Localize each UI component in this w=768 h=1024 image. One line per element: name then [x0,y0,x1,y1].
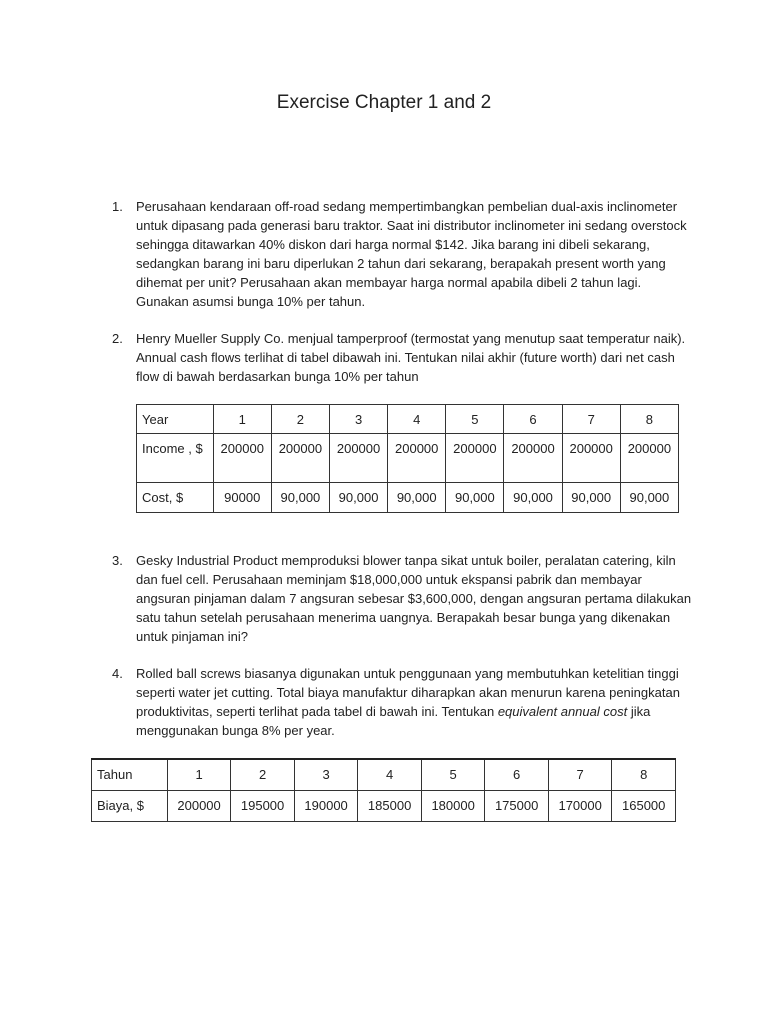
page-title: Exercise Chapter 1 and 2 [276,92,492,113]
question-1 [112,197,692,311]
year-cell: 8 [612,759,676,790]
year-cell: 5 [421,759,485,790]
table-cell: 165000 [612,790,676,821]
table-cell: 90,000 [271,483,329,513]
table-cell: 90,000 [446,483,504,513]
year-cell: 4 [388,405,446,434]
year-cell: 2 [271,405,329,434]
question-number: 3. [112,553,123,568]
table-row [92,790,676,821]
year-cell: 7 [548,759,612,790]
question-3 [112,551,692,646]
year-cell: 5 [446,405,504,434]
row-label-cell: Income , $ [137,434,214,483]
table-cell: 175000 [485,790,549,821]
cost-table [91,758,676,822]
question-4 [112,664,692,740]
year-cell: 4 [358,759,422,790]
table-cell: 200000 [446,434,504,483]
table-header-row [137,405,679,434]
table-cell: 90,000 [620,483,678,513]
table-cell: 180000 [421,790,485,821]
table-cell: 185000 [358,790,422,821]
row-label-cell: Cost, $ [137,483,214,513]
year-cell: 6 [485,759,549,790]
table-row [137,434,679,483]
question-2 [112,329,692,386]
question-text: Gesky Industrial Product memproduksi blower tanpa sikat untuk boiler, peralatan catering, kiln dan fuel cell. Perusahaan meminjam $18,000,000 untuk ekspansi pabrik dan membayar angsuran pinjaman dalam 7 angsuran sebesar $3,600,000, dengan angsuran pertama dilakukan satu tahun setelah perusahaan menerima uangnya. Berapakah besar bunga yang dikenakan untuk pinjaman ini? [136,553,692,644]
table-cell: 200000 [388,434,446,483]
year-cell: 1 [167,759,231,790]
year-cell: 8 [620,405,678,434]
question-number: 4. [112,666,123,681]
table-cell: 200000 [620,434,678,483]
table-row [137,483,679,513]
table-cell: 190000 [294,790,358,821]
question-text-emphasis: equivalent annual cost [497,704,628,719]
year-cell: 7 [562,405,620,434]
table-cell: 90,000 [562,483,620,513]
table-header-cell: Year [137,405,214,434]
table-cell: 90000 [213,483,271,513]
year-cell: 1 [213,405,271,434]
table-header-cell: Tahun [92,759,168,790]
cash-flow-table [136,404,679,513]
year-cell: 2 [231,759,295,790]
table-header-row [92,759,676,790]
question-number: 1. [112,199,123,214]
table-cell: 90,000 [329,483,387,513]
table-cell: 200000 [213,434,271,483]
question-text [136,664,692,740]
table-cell: 170000 [548,790,612,821]
question-number: 2. [112,331,123,346]
table-cell: 200000 [562,434,620,483]
question-text: Perusahaan kendaraan off-road sedang mempertimbangkan pembelian dual-axis inclinometer untuk dipasang pada generasi baru traktor. Saat ini distributor inclinometer ini sedang overstock sehingga ditawarkan 40% diskon dari harga normal $142. Jika barang ini dibeli sekarang, sedangkan barang ini baru diperlukan 2 tahun dari sekarang, berapakah present worth yang dihemat per unit? Perusahaan akan membayar harga normal apabila dibeli 2 tahun lagi. Gunakan asumsi bunga 10% per tahun. [136,199,687,309]
table-cell: 90,000 [504,483,562,513]
question-text-part: jika menggunakan bunga 8% per year. [136,704,651,738]
year-cell: 6 [504,405,562,434]
table-cell: 195000 [231,790,295,821]
table-cell: 90,000 [388,483,446,513]
table-cell: 200000 [167,790,231,821]
table-cell: 200000 [329,434,387,483]
year-cell: 3 [294,759,358,790]
table-cell: 200000 [271,434,329,483]
year-cell: 3 [329,405,387,434]
question-text: Henry Mueller Supply Co. menjual tamperproof (termostat yang menutup saat temperatur naik). Annual cash flows terlihat di tabel dibawah ini. Tentukan nilai akhir (future worth) dari net cash flow di bawah berdasarkan bunga 10% per tahun [136,331,686,384]
row-label-cell: Biaya, $ [92,790,168,821]
table-cell: 200000 [504,434,562,483]
question-text-part: Rolled ball screws biasanya digunakan untuk penggunaan yang membutuhkan ketelitian tinggi seperti water jet cutting. Total biaya manufaktur diharapkan akan menurun karena peningkatan produktivitas, seperti terlihat pada tabel di bawah ini. Tentukan [136,666,680,719]
